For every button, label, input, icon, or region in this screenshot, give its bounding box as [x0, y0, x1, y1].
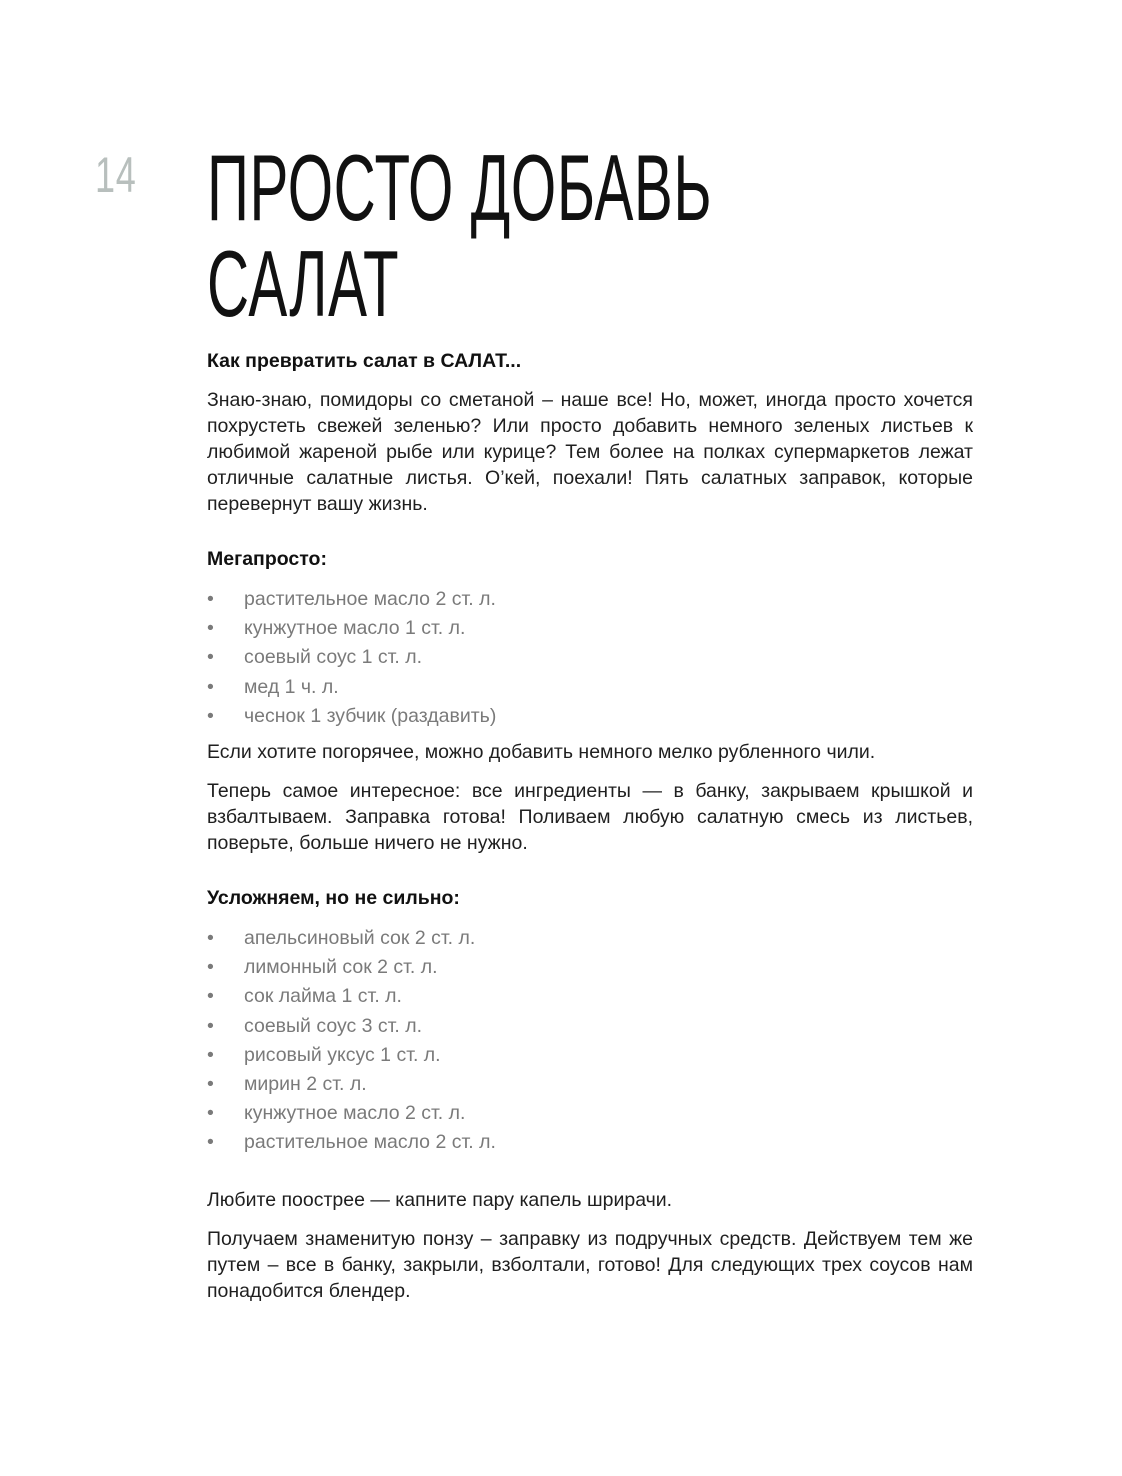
list-item [207, 673, 973, 702]
ingredient-text: лимонный сок 2 ст. л. [244, 956, 438, 979]
section1-note: Если хотите погорячее, можно добавить немного мелко рубленного чили. [207, 741, 876, 764]
bullet-glyph: • [207, 646, 214, 669]
bullet-glyph: • [207, 927, 214, 950]
list-item [207, 924, 973, 953]
section2-heading: Усложняем, но не сильно: [207, 887, 460, 910]
ingredient-text: соевый соус 1 ст. л. [244, 646, 423, 669]
bullet-glyph: • [207, 985, 214, 1008]
intro-heading: Как превратить салат в САЛАТ... [207, 350, 522, 372]
bullet-glyph: • [207, 1102, 214, 1125]
list-item [207, 614, 973, 643]
ingredient-text: мирин 2 ст. л. [244, 1073, 367, 1096]
page-content [207, 348, 973, 1304]
list-item [207, 1099, 973, 1128]
list-item [207, 953, 973, 982]
list-item [207, 1041, 973, 1070]
section1-instructions: Теперь самое интересное: все ингредиенты — в банку, закрываем крышкой и взбалтываем. Заправка готова! Поливаем любую салатную смесь из листьев, поверьте, больше ничего не нужно. [207, 780, 973, 855]
ingredient-text: сок лайма 1 ст. л. [244, 985, 402, 1008]
chapter-number: 14 [95, 147, 137, 203]
bullet-glyph: • [207, 617, 214, 640]
bullet-glyph: • [207, 956, 214, 979]
ingredient-text: рисовый уксус 1 ст. л. [244, 1043, 441, 1066]
list-item [207, 1012, 973, 1041]
ingredient-text: кунжутное масло 2 ст. л. [244, 1102, 466, 1125]
section2-instructions: Получаем знаменитую понзу – заправку из подручных средств. Действуем тем же путем – все в банку, закрыли, взболтали, готово! Для следующих трех соусов нам понадобится блендер. [207, 1227, 973, 1302]
section1-ingredient-list [207, 585, 973, 731]
ingredient-text: растительное масло 2 ст. л. [244, 1131, 496, 1154]
section2-ingredient-list [207, 924, 973, 1158]
chapter-title [207, 135, 713, 336]
bullet-glyph: • [207, 1073, 214, 1096]
ingredient-text: апельсиновый сок 2 ст. л. [244, 927, 476, 950]
section1-heading: Мегапросто: [207, 548, 327, 570]
ingredient-text: растительное масло 2 ст. л. [244, 588, 496, 610]
bullet-glyph: • [207, 588, 214, 610]
bullet-glyph: • [207, 675, 214, 698]
list-item [207, 1070, 973, 1099]
ingredient-text: чеснок 1 зубчик (раздавить) [244, 704, 497, 727]
list-item [207, 585, 973, 614]
chapter-title-line-2: САЛАТ [207, 231, 400, 336]
list-item [207, 643, 973, 672]
bullet-glyph: • [207, 1014, 214, 1037]
list-item [207, 982, 973, 1011]
list-item [207, 702, 973, 731]
section2-note: Любите поострее — капните пару капель шрирачи. [207, 1188, 673, 1211]
bullet-glyph: • [207, 1131, 214, 1154]
ingredient-text: мед 1 ч. л. [244, 675, 339, 698]
bullet-glyph: • [207, 704, 214, 727]
intro-paragraph: Знаю-знаю, помидоры со сметаной – наше все! Но, может, иногда просто хочется похрустеть свежей зеленью? Или просто добавить немного зеленых листьев к любимой жареной рыбе или курице? Тем более на полках супермаркетов лежат отличные салатные листья. О’кей, поехали! Пять салатных заправок, которые перевернут вашу жизнь. [207, 389, 973, 515]
ingredient-text: кунжутное масло 1 ст. л. [244, 617, 466, 640]
bullet-glyph: • [207, 1043, 214, 1066]
chapter-title-line-1: ПРОСТО ДОБАВЬ [207, 135, 713, 240]
list-item [207, 1128, 973, 1157]
ingredient-text: соевый соус 3 ст. л. [244, 1014, 423, 1037]
